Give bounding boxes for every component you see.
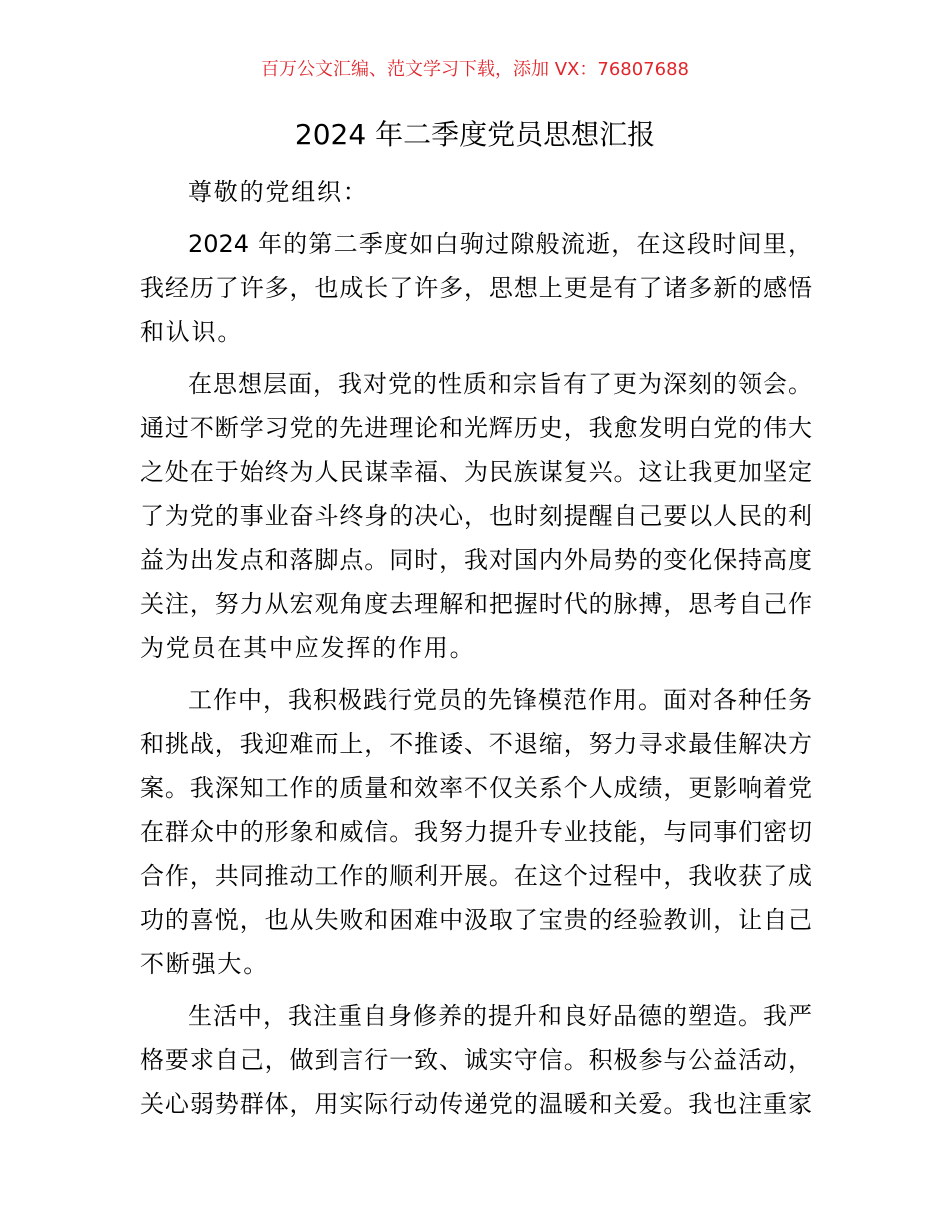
paragraph-line: 在群众中的形象和威信。我努力提升专业技能，与同事们密切 xyxy=(140,818,812,846)
paragraph-line: 益为出发点和落脚点。同时，我对国内外局势的变化保持高度 xyxy=(140,546,812,574)
paragraph-line: 尊敬的党组织： xyxy=(188,178,369,206)
paragraph-line: 不断强大。 xyxy=(140,950,269,978)
paragraph-line: 了为党的事业奋斗终身的决心，也时刻提醒自己要以人民的利 xyxy=(140,502,812,530)
paragraph xyxy=(140,994,812,1126)
paragraph-line: 通过不断学习党的先进理论和光辉历史，我愈发明白党的伟大 xyxy=(140,414,812,442)
paragraph-line: 关注，努力从宏观角度去理解和把握时代的脉搏，思考自己作 xyxy=(140,590,812,618)
paragraph xyxy=(140,678,812,986)
paragraph-line: 案。我深知工作的质量和效率不仅关系个人成绩，更影响着党 xyxy=(140,774,812,802)
watermark-header: 百万公文汇编、范文学习下载，添加 VX：76807688 xyxy=(261,59,689,80)
paragraph-line: 功的喜悦，也从失败和困难中汲取了宝贵的经验教训，让自己 xyxy=(140,906,812,934)
paragraph-line: 格要求自己，做到言行一致、诚实守信。积极参与公益活动， xyxy=(140,1046,812,1074)
document-title: 2024 年二季度党员思想汇报 xyxy=(294,118,656,151)
paragraph xyxy=(140,362,812,670)
paragraph-line: 之处在于始终为人民谋幸福、为民族谋复兴。这让我更加坚定 xyxy=(140,458,812,486)
document-body xyxy=(140,170,812,1134)
paragraph-line: 为党员在其中应发挥的作用。 xyxy=(140,634,476,662)
paragraph-line: 生活中，我注重自身修养的提升和良好品德的塑造。我严 xyxy=(188,1002,812,1030)
paragraph-line: 工作中，我积极践行党员的先锋模范作用。面对各种任务 xyxy=(188,686,812,714)
paragraph xyxy=(140,170,812,214)
paragraph-line: 关心弱势群体，用实际行动传递党的温暖和关爱。我也注重家 xyxy=(140,1090,812,1118)
paragraph-line: 我经历了许多，也成长了许多，思想上更是有了诸多新的感悟 xyxy=(140,274,812,302)
paragraph-line: 合作，共同推动工作的顺利开展。在这个过程中，我收获了成 xyxy=(140,862,812,890)
paragraph-line: 和挑战，我迎难而上，不推诿、不退缩，努力寻求最佳解决方 xyxy=(140,730,812,758)
paragraph-line: 和认识。 xyxy=(140,318,244,346)
paragraph-line: 2024 年的第二季度如白驹过隙般流逝，在这段时间里， xyxy=(188,230,812,258)
paragraph-line: 在思想层面，我对党的性质和宗旨有了更为深刻的领会。 xyxy=(188,370,812,398)
paragraph xyxy=(140,222,812,354)
